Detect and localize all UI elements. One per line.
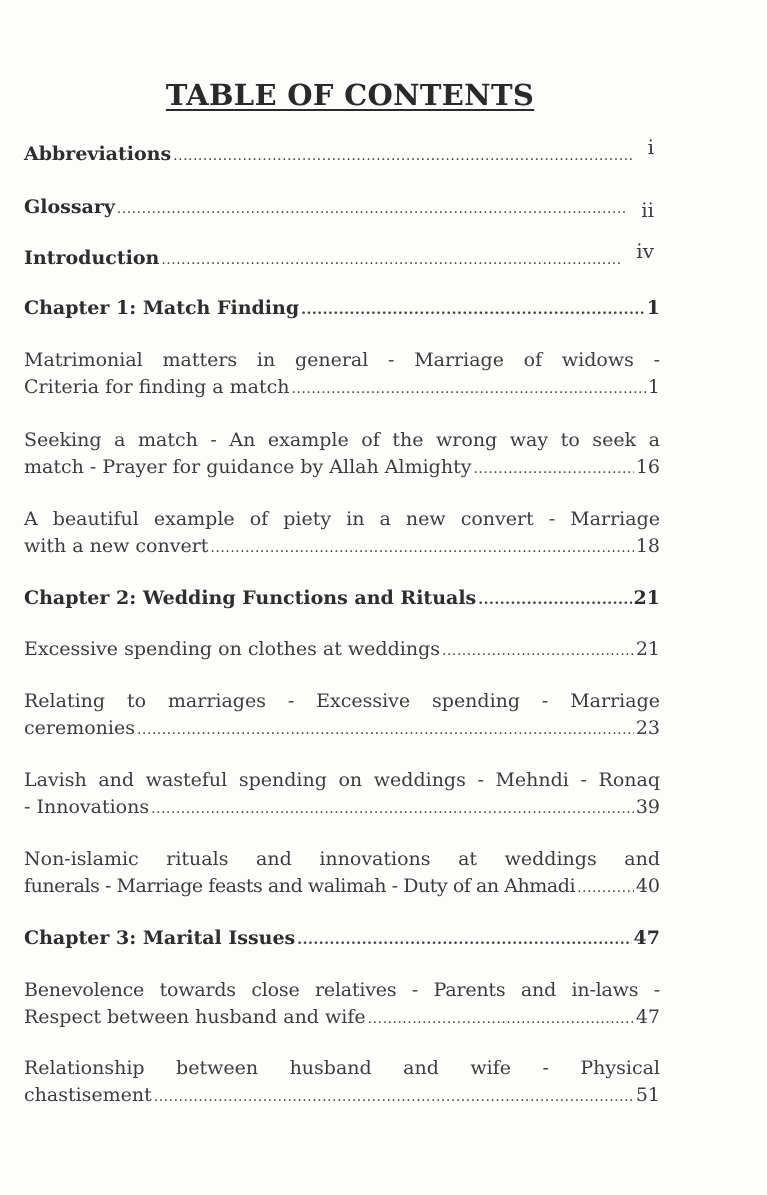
toc-page-number: 21 xyxy=(635,638,660,660)
toc-entry-line: Criteria for finding a match xyxy=(24,376,290,398)
toc-page-number: 1 xyxy=(647,376,660,398)
chapter-title: Chapter 3: Marital Issues xyxy=(24,927,296,949)
toc-entry-abbreviations[interactable] xyxy=(24,135,654,170)
toc-entry-line: - Innovations xyxy=(24,796,150,818)
toc-page-number: 16 xyxy=(635,456,660,478)
toc-page-number: 47 xyxy=(633,927,660,949)
toc-page-number: 23 xyxy=(635,717,660,739)
toc-entry-line: Excessive spending on clothes at weddings xyxy=(24,638,440,660)
toc-page-number: i xyxy=(647,135,654,159)
leader-dots xyxy=(137,717,634,744)
toc-entry[interactable] xyxy=(24,347,660,403)
toc-entry[interactable] xyxy=(24,846,660,902)
toc-entry-line: Relating to marriages - Excessive spending - Marriage xyxy=(24,690,660,712)
toc-entry-line: Benevolence towards close relatives - Parents and in-laws - xyxy=(24,979,660,1001)
toc-label: Glossary xyxy=(24,196,115,218)
toc-chapter-3[interactable] xyxy=(24,925,660,954)
toc-entry[interactable] xyxy=(24,977,660,1033)
chapter-title: Chapter 2: Wedding Functions and Rituals xyxy=(24,587,477,609)
leader-dots xyxy=(173,143,631,170)
toc-entry-line: Seeking a match - An example of the wrong way to seek a xyxy=(24,429,660,451)
leader-dots xyxy=(154,1084,634,1111)
leader-dots xyxy=(301,297,645,324)
toc-chapter-2[interactable] xyxy=(24,585,660,614)
leader-dots xyxy=(292,376,646,403)
toc-page-number: iv xyxy=(636,239,654,263)
leader-dots xyxy=(442,638,634,665)
toc-label: Introduction xyxy=(24,247,160,269)
toc-page-number: ii xyxy=(641,198,654,222)
toc-entry-line: chastisement xyxy=(24,1084,152,1106)
toc-entry-line: Respect between husband and wife xyxy=(24,1006,366,1028)
toc-entry-line: Lavish and wasteful spending on weddings - Mehndi - Ronaq xyxy=(24,769,660,791)
toc-entry-line: ceremonies xyxy=(24,717,135,739)
toc-page-number: 18 xyxy=(635,535,660,557)
leader-dots xyxy=(473,456,633,483)
toc-entry[interactable] xyxy=(24,767,660,823)
toc-entry[interactable] xyxy=(24,427,660,483)
toc-chapter-1[interactable] xyxy=(24,295,660,324)
toc-entry-glossary[interactable] xyxy=(24,193,654,223)
leader-dots xyxy=(368,1006,634,1033)
leader-dots xyxy=(478,587,631,614)
toc-page-number: 47 xyxy=(635,1006,660,1028)
toc-entry-line: Matrimonial matters in general - Marriage of widows - xyxy=(24,349,660,371)
toc-entry[interactable] xyxy=(24,688,660,744)
toc-page-number: 21 xyxy=(633,587,660,609)
toc-page-number: 39 xyxy=(635,796,660,818)
leader-dots xyxy=(210,535,633,562)
toc-page-number: 1 xyxy=(646,297,660,319)
toc-entry[interactable] xyxy=(24,506,660,562)
toc-entry-line: Non-islamic rituals and innovations at weddings and xyxy=(24,848,660,870)
toc-entry-line: with a new convert xyxy=(24,535,209,557)
leader-dots xyxy=(161,247,620,274)
toc-entry-line: match - Prayer for guidance by Allah Almighty xyxy=(24,456,472,478)
page-title: TABLE OF CONTENTS xyxy=(165,78,535,112)
toc-entry[interactable] xyxy=(24,636,660,665)
toc-page-number: 40 xyxy=(635,875,660,897)
leader-dots xyxy=(577,875,634,902)
toc-entry-introduction[interactable] xyxy=(24,239,654,274)
leader-dots xyxy=(117,196,625,223)
chapter-title: Chapter 1: Match Finding xyxy=(24,297,300,319)
toc-label: Abbreviations xyxy=(24,143,172,165)
leader-dots xyxy=(297,927,631,954)
leader-dots xyxy=(151,796,634,823)
toc-entry[interactable] xyxy=(24,1055,660,1111)
toc-entry-line: Relationship between husband and wife - Physical xyxy=(24,1057,660,1079)
toc-entry-line: A beautiful example of piety in a new convert - Marriage xyxy=(24,508,660,530)
toc-entry-line: funerals - Marriage feasts and walimah - Duty of an Ahmadi xyxy=(24,875,576,897)
toc-page-number: 51 xyxy=(635,1084,660,1106)
